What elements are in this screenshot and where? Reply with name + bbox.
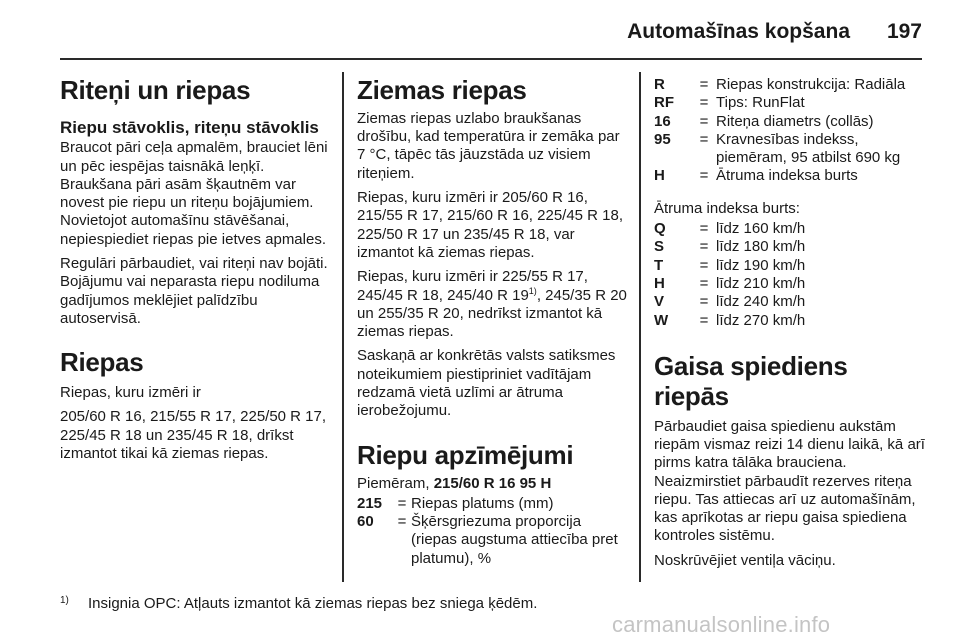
equals-sign: = <box>699 94 709 112</box>
speed-row <box>654 238 926 256</box>
watermark: carmanualsonline.info <box>612 612 831 637</box>
section-heading-tyre-markings: Riepu apzīmējumi <box>357 439 574 470</box>
paragraph: Pārbaudiet gaisa spiedienu aukstām riepām vismaz reizi 14 dienu laikā, kā arī pirms katra tālāka brauciena. Neaizmirstiet pārbaudīt rezerves riteņa riepu. Tas attiecas arī uz automašīnām, kas aprīkotas ar riepu gaisa spiediena kontroles sistēmu. <box>654 417 925 545</box>
speed-value: līdz 270 km/h <box>716 311 806 329</box>
paragraph: Regulāri pārbaudiet, vai riteņi nav bojāti. Bojājumu vai neparasta riepu nodiluma gadījumos meklējiet palīdzību autoservisā. <box>60 255 328 327</box>
marking-key: RF <box>654 94 674 112</box>
section-heading-tyres: Riepas <box>60 347 144 378</box>
equals-sign: = <box>699 274 709 292</box>
speed-key: Q <box>654 220 666 238</box>
speed-key: S <box>654 238 665 256</box>
marking-key: 60 <box>357 513 374 531</box>
equals-sign: = <box>699 220 709 238</box>
speed-index-intro: Ātruma indeksa burts: <box>654 199 800 217</box>
equals-sign: = <box>397 513 407 531</box>
column-divider-1 <box>342 72 344 582</box>
marking-row <box>654 131 926 168</box>
speed-row <box>654 220 926 238</box>
speed-row <box>654 293 926 311</box>
running-header-title: Automašīnas kopšana <box>627 20 850 43</box>
column-2 <box>357 76 629 574</box>
marking-value: Ātruma indeksa burts <box>716 167 858 185</box>
column-divider-2 <box>639 72 641 582</box>
marking-key: 95 <box>654 130 671 148</box>
column-3 <box>654 76 926 576</box>
page-number: 197 <box>886 20 922 43</box>
marking-value: Kravnesības indekss, piemēram, 95 atbilst 690 kg <box>716 130 901 167</box>
paragraph <box>357 268 629 341</box>
speed-value: līdz 160 km/h <box>716 220 806 238</box>
marking-row <box>357 495 629 513</box>
equals-sign: = <box>699 112 709 130</box>
speed-row <box>654 275 926 293</box>
speed-value: līdz 190 km/h <box>716 256 806 274</box>
marking-value: Riteņa diametrs (collās) <box>716 112 874 130</box>
example-line <box>357 475 629 493</box>
footnote <box>60 592 920 613</box>
speed-row <box>654 257 926 275</box>
marking-key: 16 <box>654 112 671 130</box>
marking-key: 215 <box>357 494 383 512</box>
marking-row <box>654 167 926 185</box>
equals-sign: = <box>699 76 709 93</box>
footnote-mark: 1) <box>60 595 69 606</box>
example-value: 215/60 R 16 95 H <box>433 474 552 492</box>
marking-row <box>654 94 926 112</box>
speed-value: līdz 180 km/h <box>716 238 806 256</box>
marking-key: R <box>654 76 665 93</box>
equals-sign: = <box>699 293 709 311</box>
equals-sign: = <box>699 311 709 329</box>
markings-list <box>357 495 629 568</box>
speed-key: W <box>654 311 669 329</box>
paragraph: Braucot pāri ceļa apmalēm, brauciet lēni un pēc iespējas taisnākā leņķī. Braukšana pāri asām šķautnēm var novest pie riepu un riteņu bojājumiem. Novietojot automašīnu stāvēšanai, nepiespiediet riepas pie ietves apmales. <box>60 139 328 248</box>
paragraph: Riepas, kuru izmēri ir 205/60 R 16, 215/55 R 17, 215/60 R 16, 225/45 R 18, 225/50 R 17 un 235/45 R 18, var izmantot kā ziemas riepas. <box>357 189 624 261</box>
equals-sign: = <box>699 167 709 185</box>
speed-value: līdz 210 km/h <box>716 274 806 292</box>
speed-index-list <box>654 220 926 330</box>
speed-key: V <box>654 293 665 311</box>
marking-value: Riepas platums (mm) <box>411 494 554 512</box>
marking-key: H <box>654 167 665 185</box>
marking-row <box>357 513 629 568</box>
chapter-heading: Riteņi un riepas <box>60 75 251 105</box>
example-label: Piemēram, <box>357 474 434 492</box>
section-heading-winter-tyres: Ziemas riepas <box>357 75 527 105</box>
equals-sign: = <box>699 130 709 148</box>
equals-sign: = <box>699 238 709 256</box>
equals-sign: = <box>699 256 709 274</box>
paragraph: Ziemas riepas uzlabo braukšanas drošību, kad temperatūra ir zemāka par 7 °C, tāpēc tās jāuzstāda uz visiem riteņiem. <box>357 109 620 182</box>
equals-sign: = <box>397 494 407 512</box>
footnote-reference: 1) <box>528 285 537 296</box>
marking-value: Riepas konstrukcija: Radiāla <box>716 76 906 93</box>
paragraph: Riepas, kuru izmēri ir <box>60 384 201 402</box>
text-fragment: , 245/35 R 20 un 255/35 R 20, nedrīkst izmantot kā ziemas riepas. <box>357 286 627 341</box>
markings-list-continued <box>654 76 926 186</box>
marking-value: Tips: RunFlat <box>716 94 805 112</box>
column-1 <box>60 76 332 469</box>
speed-key: H <box>654 274 665 292</box>
paragraph: 205/60 R 16, 215/55 R 17, 225/50 R 17, 225/45 R 18 un 235/45 R 18, drīkst izmantot tikai kā ziemas riepas. <box>60 408 327 463</box>
speed-row <box>654 312 926 330</box>
marking-row <box>654 113 926 131</box>
speed-key: T <box>654 256 664 274</box>
marking-row <box>654 76 926 94</box>
header-rule <box>60 58 922 60</box>
footnote-text: Insignia OPC: Atļauts izmantot kā ziemas riepas bez sniega ķēdēm. <box>88 595 538 612</box>
paragraph: Saskaņā ar konkrētās valsts satiksmes noteikumiem piestipriniet vadītājam redzamā vietā uzlīmi ar ātruma ierobežojumu. <box>357 347 616 420</box>
paragraph: Noskrūvējiet ventiļa vāciņu. <box>654 551 836 569</box>
section-heading-tyre-pressure: Gaisa spiediens riepās <box>654 350 848 411</box>
marking-value: Šķērsgriezuma proporcija (riepas augstuma attiecība pret platumu), % <box>411 513 618 567</box>
speed-value: līdz 240 km/h <box>716 293 806 311</box>
section-title-tyre-condition: Riepu stāvoklis, riteņu stāvoklis <box>60 117 319 137</box>
text-fragment: Riepas, kuru izmēri ir 225/55 R 17, 245/45 R 18, 245/40 R 19 <box>357 268 588 304</box>
